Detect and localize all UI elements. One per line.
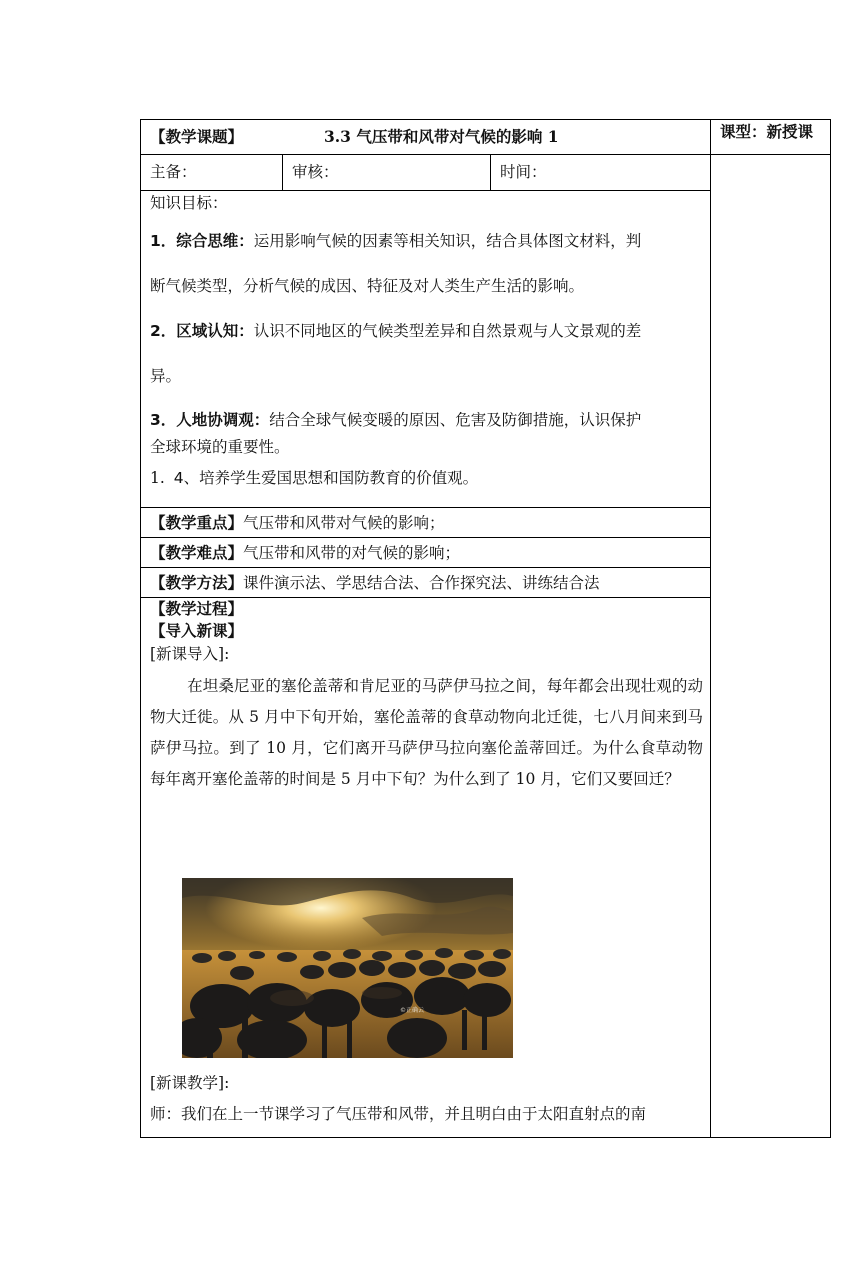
table-top-border: [140, 119, 831, 120]
objective-item-1-label: 1．综合思维：: [150, 232, 254, 250]
objectives-heading: 知识目标：: [150, 194, 228, 212]
objective-item-4-number: 1.: [150, 469, 165, 487]
staff-divider-2: [490, 154, 491, 191]
objective-item-3-label: 3．人地协调观：: [150, 411, 270, 429]
objective-item-4: [150, 468, 478, 488]
difficulties-text: 气压带和风带的对气候的影响；: [243, 544, 461, 562]
key-points-row: [150, 513, 445, 533]
objective-item-3: [150, 410, 641, 430]
lead-teacher-field: 主备：: [150, 163, 197, 181]
row-divider-objectives: [140, 507, 711, 508]
staff-divider-1: [282, 154, 283, 191]
key-points-label: 【教学重点】: [150, 513, 244, 532]
difficulties-row: [150, 543, 460, 563]
row-divider-title: [140, 154, 711, 155]
lesson-title-label: 【教学课题】: [150, 127, 244, 146]
methods-row: [150, 573, 600, 593]
wildebeest-migration-illustration: [182, 878, 513, 1058]
objective-item-2-label: 2．区域认知：: [150, 322, 254, 340]
objective-item-2: [150, 321, 641, 341]
objective-item-3-line1: 结合全球气候变暖的原因、危害及防御措施，认识保护: [269, 411, 642, 429]
reviewer-field: 审核：: [292, 163, 339, 181]
process-heading: 【教学过程】: [150, 599, 244, 618]
teacher-line: 师：我们在上一节课学习了气压带和风带，并且明白由于太阳直射点的南: [150, 1105, 647, 1123]
wildebeest-migration-photo: [182, 878, 513, 1058]
methods-label: 【教学方法】: [150, 573, 244, 592]
intro-paragraph-text: 在坦桑尼亚的塞伦盖蒂和肯尼亚的马萨伊马拉之间，每年都会出现壮观的动物大迁徙。从 5 月中下旬开始，塞伦盖蒂的食草动物向北迁徙，七八月间来到马萨伊马拉。到了 10 月，它们离开马萨伊马拉向塞伦盖蒂回迁。为什么食草动物每年离开塞伦盖蒂的时间是 5 月中下旬？为什么到了 10 月，它们又要回迁？: [150, 677, 703, 788]
objective-item-1: [150, 231, 641, 251]
objective-item-3-cont: 全球环境的重要性。: [150, 438, 290, 456]
objective-item-1-cont: 断气候类型，分析气候的成因、特征及对人类生产生活的影响。: [150, 277, 585, 295]
row-divider-keypoints: [140, 537, 711, 538]
time-field: 时间：: [500, 163, 547, 181]
objective-item-4-text: 4、培养学生爱国思想和国防教育的价值观。: [173, 469, 479, 487]
row-divider-staff: [140, 190, 711, 191]
lesson-type: 课型：新授课: [720, 122, 814, 141]
row-divider-difficulties: [140, 567, 711, 568]
type-cell-divider: [710, 154, 831, 155]
teach-tag: [新课教学]:: [150, 1074, 230, 1092]
main-column-right-border: [710, 119, 711, 1138]
objective-item-1-line1: 运用影响气候的因素等相关知识，结合具体图文材料，判: [253, 232, 642, 250]
table-left-border: [140, 119, 141, 1138]
key-points-text: 气压带和风带对气候的影响；: [243, 514, 445, 532]
intro-heading: 【导入新课】: [150, 621, 244, 640]
lesson-title: 3.3 气压带和风带对气候的影响 1: [324, 127, 559, 146]
methods-text: 课件演示法、学思结合法、合作探究法、讲练结合法: [243, 574, 600, 592]
table-bottom-border: [140, 1137, 831, 1138]
intro-tag: [新课导入]:: [150, 645, 230, 663]
difficulties-label: 【教学难点】: [150, 543, 244, 562]
objective-item-2-cont: 异。: [150, 367, 182, 385]
objective-item-2-line1: 认识不同地区的气候类型差异和自然景观与人文景观的差: [253, 322, 642, 340]
intro-paragraph: [150, 671, 703, 795]
photo-watermark: ©正确云: [400, 1007, 425, 1014]
table-right-border: [830, 119, 831, 1138]
row-divider-methods: [140, 597, 711, 598]
